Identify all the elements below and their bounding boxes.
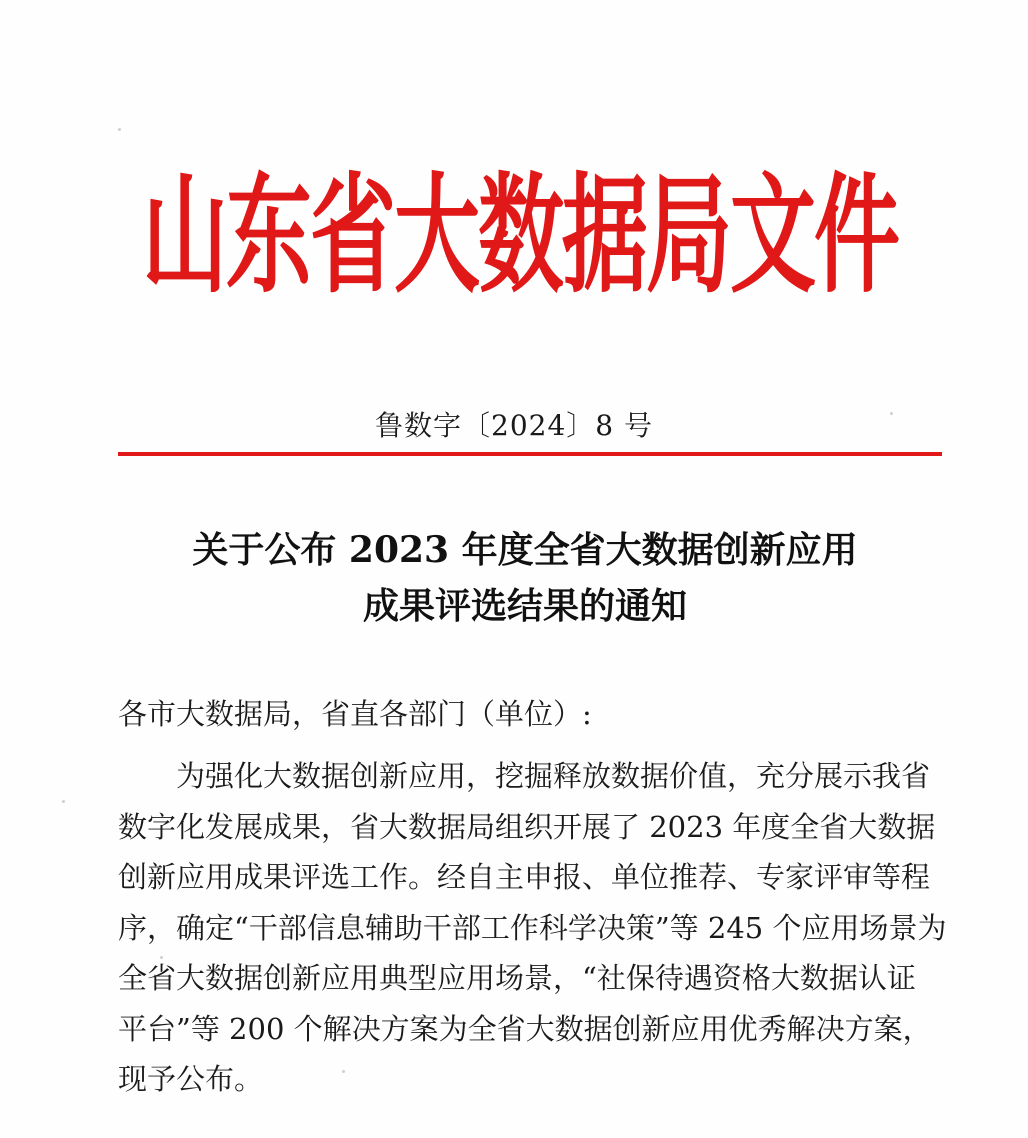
salutation: 各市大数据局，省直各部门（单位）: bbox=[118, 697, 592, 731]
notice-title bbox=[100, 522, 950, 634]
body-line: 平台”等 200 个解决方案为全省大数据创新应用优秀解决方案， bbox=[118, 1011, 932, 1046]
body-line: 为强化大数据创新应用，挖掘释放数据价值，充分展示我省 bbox=[118, 759, 931, 793]
body-line: 创新应用成果评选工作。经自主申报、单位推荐、专家评审等程 bbox=[118, 860, 931, 894]
red-divider-line bbox=[118, 452, 942, 456]
issuer-masthead: 山东省大数据局文件 bbox=[142, 160, 898, 312]
body-paragraph bbox=[118, 756, 948, 1110]
body-line: 数字化发展成果，省大数据局组织开展了 2023 年度全省大数据 bbox=[118, 809, 936, 844]
scan-speck bbox=[118, 128, 121, 131]
notice-title-line-2: 成果评选结果的通知 bbox=[362, 585, 687, 627]
body-line: 序，确定“干部信息辅助干部工作科学决策”等 245 个应用场景为 bbox=[118, 910, 947, 945]
notice-title-line-1: 关于公布 2023 年度全省大数据创新应用 bbox=[192, 529, 858, 571]
body-line: 全省大数据创新应用典型应用场景，“社保待遇资格大数据认证 bbox=[118, 961, 916, 995]
document-number: 鲁数字〔2024〕8 号 bbox=[375, 409, 653, 442]
scan-speck bbox=[62, 800, 65, 803]
body-line: 现予公布。 bbox=[118, 1062, 264, 1096]
